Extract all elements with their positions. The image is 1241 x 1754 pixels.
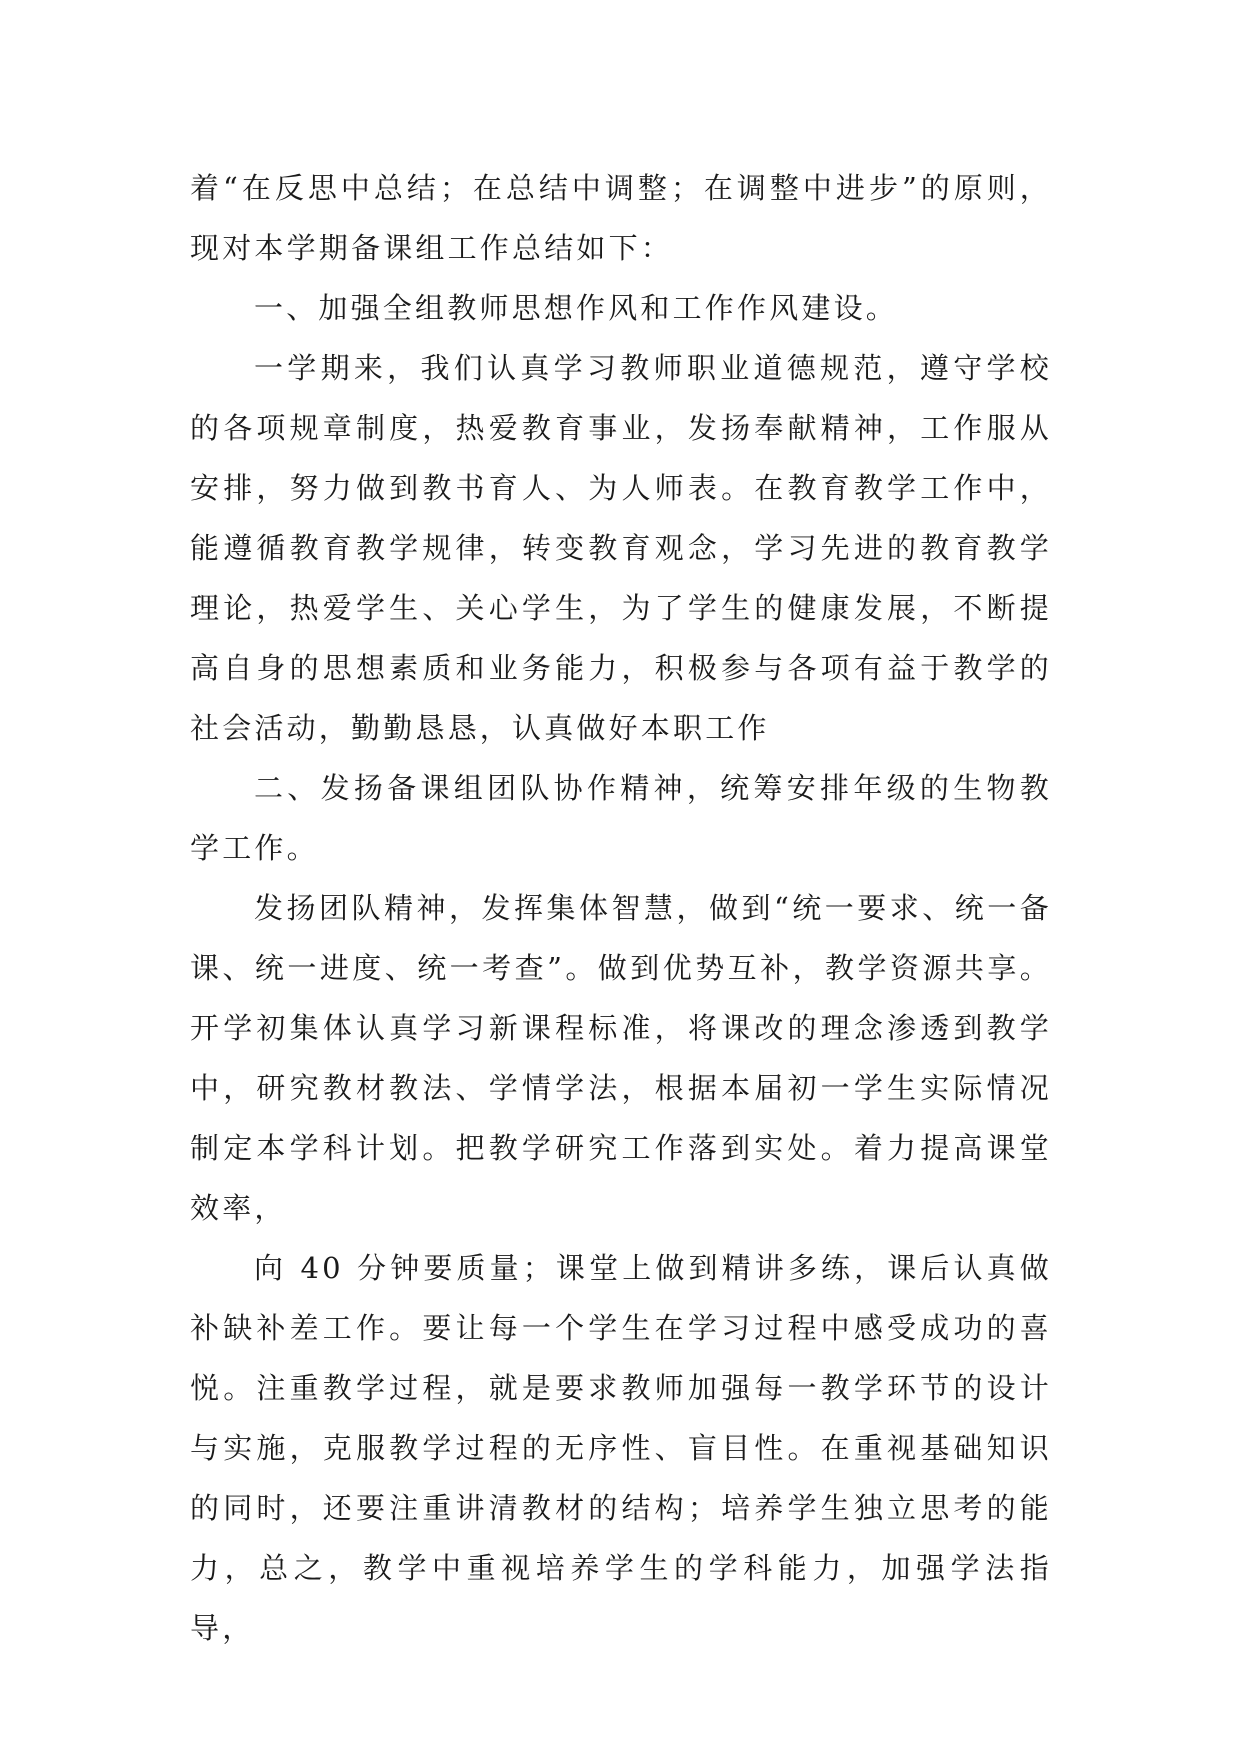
section-heading-one: 一、加强全组教师思想作风和工作作风建设。 <box>254 291 899 325</box>
document-body <box>190 158 1052 1658</box>
paragraph-ethics: 一学期来，我们认真学习教师职业道德规范，遵守学校的各项规章制度，热爱教育事业，发扬奉献精神，工作服从安排，努力做到教书育人、为人师表。在教育教学工作中，能遵循教育教学规律，转变教育观念，学习先进的教育教学理论，热爱学生、关心学生，为了学生的健康发展，不断提高自身的思想素质和业务能力，积极参与各项有益于教学的社会活动，勤勤恳恳，认真做好本职工作 <box>190 351 1052 745</box>
paragraph-teamwork: 发扬团队精神，发挥集体智慧，做到“统一要求、统一备课、统一进度、统一考查”。做到优势互补，教学资源共享。开学初集体认真学习新课程标准，将课改的理念渗透到教学中，研究教材教法、学情学法，根据本届初一学生实际情况制定本学科计划。把教学研究工作落到实处。着力提高课堂效率， <box>190 891 1052 1225</box>
paragraph-classroom-quality: 向 40 分钟要质量；课堂上做到精讲多练，课后认真做补缺补差工作。要让每一个学生在学习过程中感受成功的喜悦。注重教学过程，就是要求教师加强每一教学环节的设计与实施，克服教学过程的无序性、盲目性。在重视基础知识的同时，还要注重讲清教材的结构；培养学生独立思考的能力，总之，教学中重视培养学生的学科能力，加强学法指导， <box>190 1251 1052 1645</box>
section-heading-two: 二、发扬备课组团队协作精神，统筹安排年级的生物教学工作。 <box>190 771 1052 865</box>
paragraph-continuation: 着“在反思中总结；在总结中调整；在调整中进步”的原则，现对本学期备课组工作总结如下： <box>190 171 1052 265</box>
